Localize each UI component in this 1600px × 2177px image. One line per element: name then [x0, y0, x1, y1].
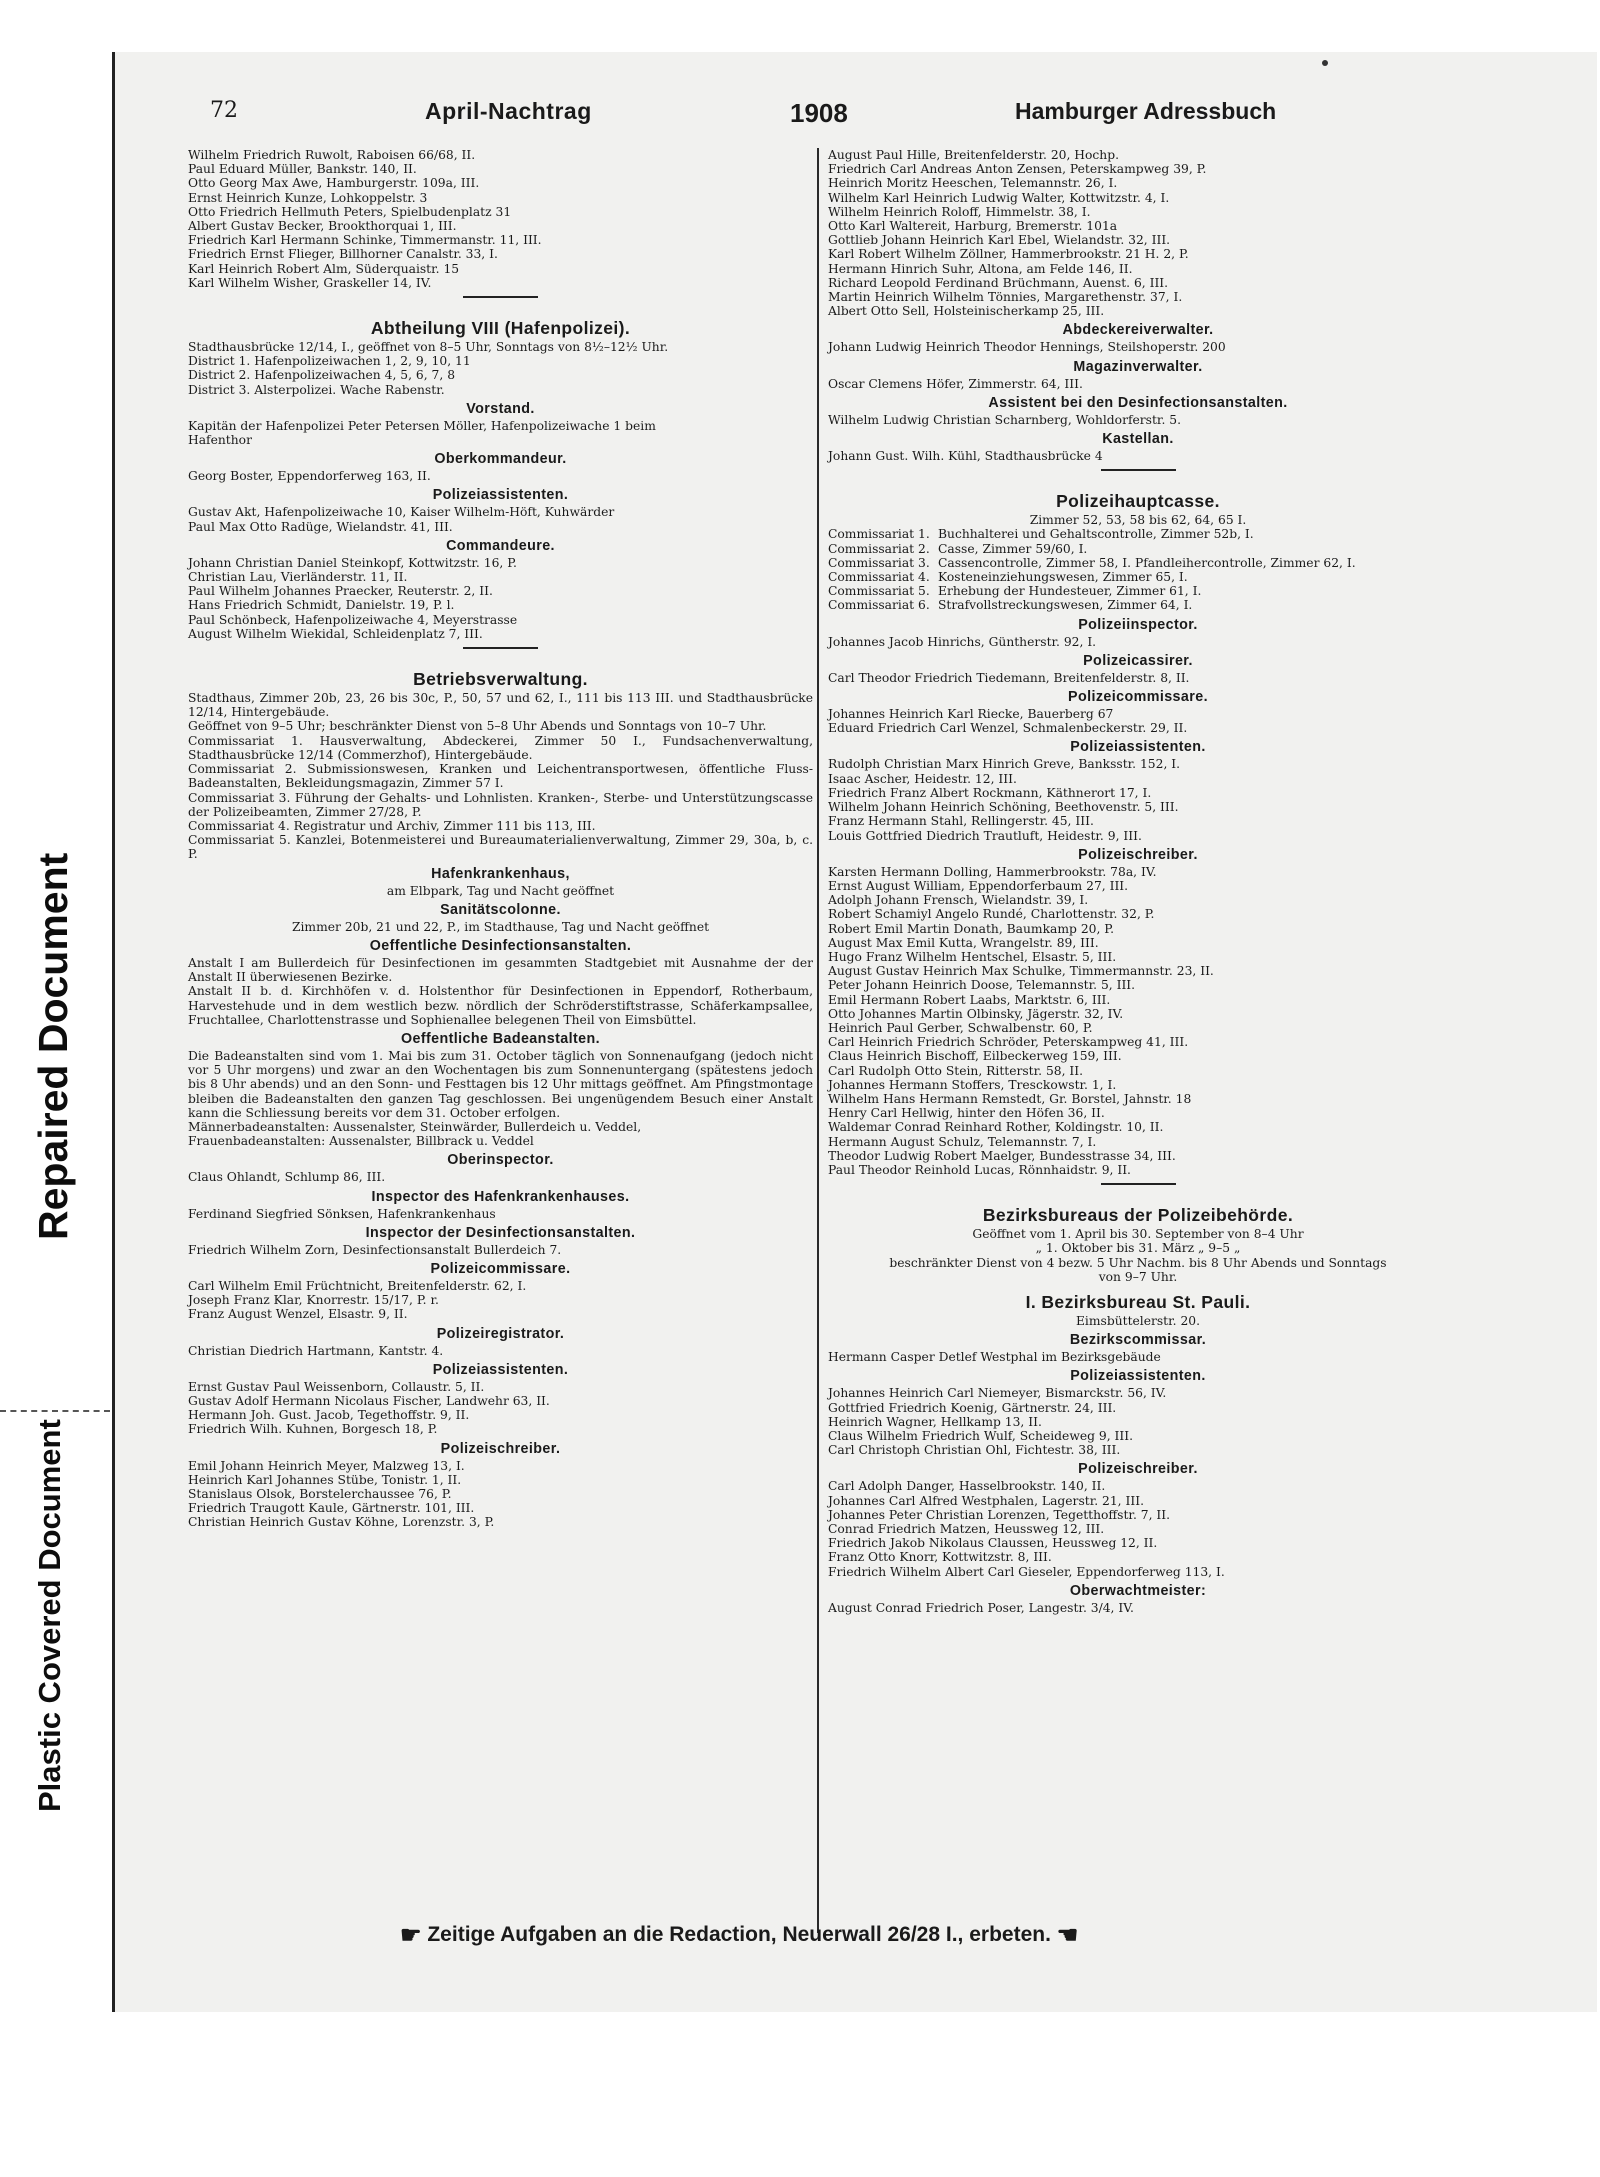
list-item: Otto Karl Waltereit, Harburg, Bremerstr. 101a	[828, 219, 1118, 234]
list-item: Gustav Akt, Hafenpolizeiwache 10, Kaiser Wilhelm-Höft, Kuhwärder	[188, 505, 615, 520]
insp-list	[828, 635, 1448, 649]
list-item: Heinrich Paul Gerber, Schwalbenstr. 60, P.	[828, 1020, 1093, 1035]
list-item: Otto Georg Max Awe, Hamburgerstr. 109a, III.	[188, 176, 480, 191]
list-item: Wilhelm Hans Hermann Remstedt, Gr. Borstel, Jahnstr. 18	[828, 1091, 1192, 1106]
list-item: Albert Otto Sell, Holsteinischerkamp 25, III.	[828, 304, 1105, 319]
list-item: Christian Lau, Vierländerstr. 11, II.	[188, 570, 408, 585]
list-item: Johannes Carl Alfred Westphalen, Lagerstr. 21, III.	[828, 1493, 1144, 1508]
section-rule	[463, 647, 538, 649]
list-item: Johannes Heinrich Carl Niemeyer, Bismarckstr. 56, IV.	[828, 1386, 1167, 1401]
list-item: Karl Robert Wilhelm Zöllner, Hammerbrookstr. 21 H. 2, P.	[828, 247, 1189, 262]
list-item: District 3. Alsterpolizei. Wache Rabenstr.	[188, 382, 445, 397]
row-value: Buchhalterei und Gehaltscontrolle, Zimmer 52b, I.	[938, 527, 1254, 542]
subsection-title: Polizeicassirer.	[1083, 652, 1193, 669]
com-list	[828, 707, 1448, 735]
subsection-title: Oeffentliche Desinfectionsanstalten.	[369, 937, 632, 954]
list-item: Karsten Hermann Dolling, Hammerbrookstr. 78a, IV.	[828, 864, 1157, 879]
section-rule	[463, 296, 538, 298]
subsection-title: Magazinverwalter.	[1073, 358, 1203, 375]
table-row	[828, 570, 1448, 584]
subsection-title: Commandeure.	[446, 537, 555, 554]
list-item: Heinrich Moritz Heeschen, Telemannstr. 26, I.	[828, 176, 1118, 191]
page-content	[180, 88, 1387, 1968]
row-label: Commissariat 4.	[828, 570, 930, 585]
list-item: Friedrich Karl Hermann Schinke, Timmermanstr. 11, III.	[188, 233, 542, 248]
repaired-document-label: Repaired Document	[30, 852, 76, 1240]
list-item: Isaac Ascher, Heidestr. 12, III.	[828, 771, 1017, 786]
list-item: Friedrich Traugott Kaule, Gärtnerstr. 101, III.	[188, 1501, 475, 1516]
list-item: August Gustav Heinrich Max Schulke, Timmermannstr. 23, II.	[828, 964, 1214, 979]
side-margin	[0, 700, 100, 1840]
list-item: Robert Emil Martin Donath, Baumkamp 20, P.	[828, 921, 1114, 936]
list-item: Gottfried Friedrich Koenig, Gärtnerstr. 24, III.	[828, 1400, 1117, 1415]
subsection-title: Assistent bei den Desinfectionsanstalten.	[988, 394, 1288, 411]
table-row	[828, 542, 1448, 556]
pointing-hand-left-icon: ☚	[1056, 1922, 1079, 1949]
list-item: Georg Boster, Eppendorferweg 163, II.	[188, 469, 431, 484]
subsection-title: Oeffentliche Badeanstalten.	[400, 1030, 601, 1047]
list-item: Heinrich Wagner, Hellkamp 13, II.	[828, 1414, 1042, 1429]
list-item: Carl Theodor Friedrich Tiedemann, Breitenfelderstr. 8, II.	[828, 670, 1190, 685]
right-column	[828, 148, 1448, 1615]
list-item: Carl Adolph Danger, Hasselbrookstr. 140, II.	[828, 1479, 1106, 1494]
list-item: Wilhelm Heinrich Roloff, Himmelstr. 38, I.	[828, 204, 1091, 219]
paragraph: am Elbpark, Tag und Nacht geöffnet	[386, 883, 615, 898]
list-item: Commissariat 2. Submissionswesen, Kranken und Leichentransportwesen, öffentliche Fluss-Badeanstalten, Bekleidungsmagazin, Zimmer 57 I.	[188, 762, 813, 791]
list-item: Gottlieb Johann Heinrich Karl Ebel, Wielandstr. 32, III.	[828, 233, 1171, 248]
list-item: Hans Friedrich Schmidt, Danielstr. 19, P. l.	[188, 598, 455, 613]
ba-list	[828, 1386, 1448, 1457]
table-row	[828, 584, 1448, 598]
list-item: Adolph Johann Frensch, Wielandstr. 39, I.	[828, 893, 1089, 908]
table-row	[828, 556, 1448, 570]
subsection-title: Oberwachtmeister:	[1069, 1582, 1207, 1599]
ih-list	[188, 1207, 813, 1221]
list-item: Wilhelm Johann Heinrich Schöning, Beethovenstr. 5, III.	[828, 800, 1179, 815]
subsection-title: Polizeiassistenten.	[1070, 1368, 1206, 1385]
list-item: Franz Otto Knorr, Kottwitzstr. 8, III.	[828, 1550, 1052, 1565]
list-item: Stanislaus Olsok, Borstelerchaussee 76, P.	[188, 1487, 452, 1501]
kass-list	[828, 671, 1448, 685]
list-item: Richard Leopold Ferdinand Brüchmann, Auenst. 6, III.	[828, 275, 1169, 290]
list-item: Johannes Hermann Stoffers, Tresckowstr. 1, I.	[828, 1077, 1117, 1092]
table-row	[828, 598, 1448, 612]
year: 1908	[790, 98, 848, 128]
list-item: Otto Friedrich Hellmuth Peters, Spielbudenplatz 31	[188, 204, 512, 219]
commissariat-table	[828, 527, 1448, 612]
list-item: Carl Rudolph Otto Stein, Ritterstr. 58, II.	[828, 1063, 1084, 1078]
list-item: beschränkter Dienst von 4 bezw. 5 Uhr Nachm. bis 8 Uhr Abends und Sonntags	[889, 1255, 1387, 1270]
list-item: August Max Emil Kutta, Wrangelstr. 89, III.	[828, 935, 1099, 950]
list-item: Rudolph Christian Marx Hinrich Greve, Banksstr. 152, I.	[828, 757, 1181, 772]
paragraph: Stadthaus, Zimmer 20b, 23, 26 bis 30c, P., 50, 57 und 62, I., 111 bis 113 III. und Stadthausbrücke 12/14, Hintergebäude.	[188, 691, 813, 720]
list-item: Hafenthor	[188, 433, 252, 448]
subsection-title: Polizeicommissare.	[1068, 689, 1208, 706]
section-title: Betriebsverwaltung.	[413, 669, 588, 690]
list-item: Friedrich Carl Andreas Anton Zensen, Peterskampweg 39, P.	[828, 162, 1207, 177]
kas-list	[828, 449, 1448, 463]
list-item: Waldemar Conrad Reinhard Rother, Koldingstr. 10, II.	[828, 1120, 1164, 1135]
ps-list	[188, 1459, 813, 1530]
schr-list	[828, 865, 1448, 1177]
list-item: Paul Schönbeck, Hafenpolizeiwache 4, Meyerstrasse	[188, 612, 518, 627]
list-item: August Conrad Friedrich Poser, Langestr. 3/4, IV.	[828, 1600, 1134, 1615]
subsection-title: Hafenkrankenhaus,	[431, 865, 570, 882]
list-item: Wilhelm Friedrich Ruwolt, Raboisen 66/68, II.	[188, 148, 476, 162]
row-label: Commissariat 1.	[828, 527, 930, 542]
list-item: Oscar Clemens Höfer, Zimmerstr. 64, III.	[828, 376, 1083, 391]
list-item: Commissariat 5. Kanzlei, Botenmeisterei und Bureaumaterialienverwaltung, Zimmer 29, 30a, b, c. P.	[188, 833, 813, 862]
list-item: Commissariat 3. Führung der Gehalts- und Lohnlisten. Kranken-, Sterbe- und Unterstützungscasse der Polizeibeamten, Zimmer 27/28, P.	[188, 790, 813, 819]
column-divider	[817, 148, 819, 1933]
row-value: Kosteneinziehungswesen, Zimmer 65, I.	[938, 570, 1188, 585]
list-item: Karl Heinrich Robert Alm, Süderquaistr. 15	[188, 261, 460, 276]
list-item: Claus Heinrich Bischoff, Eilbeckerweg 159, III.	[828, 1049, 1122, 1064]
list-item: District 1. Hafenpolizeiwachen 1, 2, 9, 10, 11	[188, 354, 471, 369]
list-item: Hermann August Schulz, Telemannstr. 7, I.	[828, 1134, 1097, 1149]
row-value: Erhebung der Hundesteuer, Zimmer 61, I.	[938, 584, 1202, 599]
list-item: Ernst Heinrich Kunze, Lohkoppelstr. 3	[188, 190, 428, 205]
subsection-title: Inspector der Desinfectionsanstalten.	[365, 1224, 636, 1241]
list-item: Louis Gottfried Diedrich Trautluft, Heidestr. 9, III.	[828, 828, 1142, 843]
subsection-title: Oberinspector.	[447, 1152, 554, 1169]
list-item: Kapitän der Hafenpolizei Peter Petersen Möller, Hafenpolizeiwache 1 beim	[188, 418, 656, 433]
ass-list	[828, 413, 1448, 427]
bs-list	[828, 1479, 1448, 1578]
list-item: Claus Wilhelm Friedrich Wulf, Scheideweg 9, III.	[828, 1429, 1134, 1443]
pa-list	[188, 1380, 813, 1437]
subsection-title: Polizeicommissare.	[430, 1260, 571, 1277]
list-item: Friedrich Franz Albert Rockmann, Käthnerort 17, I.	[828, 785, 1152, 800]
abd-list	[828, 340, 1448, 354]
plastic-covered-label: Plastic Covered Document	[32, 1419, 67, 1812]
row-value: Casse, Zimmer 59/60, I.	[938, 541, 1088, 556]
paragraph: Geöffnet von 9–5 Uhr; beschränkter Dienst von 5–8 Uhr Abends und Sonntags von 10–7 Uhr.	[188, 719, 767, 734]
vorstand-list	[188, 419, 813, 447]
row-label: Commissariat 2.	[828, 541, 930, 556]
list-item: Commissariat 1. Hausverwaltung, Abdeckerei, Zimmer 50 I., Fundsachenverwaltung, Stadthausbrücke 12/14 (Commerzhof), Hintergebäude.	[188, 733, 813, 762]
list-item: Friedrich Wilhelm Albert Carl Gieseler, Eppendorferweg 113, I.	[828, 1564, 1225, 1579]
intro-list	[188, 148, 813, 290]
list-item: Carl Wilhelm Emil Früchtnicht, Breitenfelderstr. 62, I.	[188, 1278, 527, 1293]
row-label: Commissariat 6.	[828, 598, 930, 613]
asst-list	[828, 757, 1448, 842]
list-item: Franz August Wenzel, Elsastr. 9, II.	[188, 1307, 408, 1322]
list-item: Ernst Gustav Paul Weissenborn, Collaustr. 5, II.	[188, 1379, 485, 1394]
subsection-title: Polizeiassistenten.	[432, 487, 569, 504]
subsection-title: Bezirkscommissar.	[1069, 1332, 1207, 1349]
row-value: Cassencontrolle, Zimmer 58, I. Pfandleihercontrolle, Zimmer 62, I.	[938, 555, 1356, 570]
subsection-title: Polizeischreiber.	[440, 1440, 561, 1457]
list-item: August Wilhelm Wiekidal, Schleidenplatz 7, III.	[188, 626, 483, 641]
list-item: Friedrich Wilhelm Zorn, Desinfectionsanstalt Bullerdeich 7.	[188, 1242, 562, 1257]
comm-list	[188, 556, 813, 641]
list-item: Carl Heinrich Friedrich Schröder, Peterskampweg 41, III.	[828, 1035, 1189, 1050]
subsection-title: Polizeiassistenten.	[1070, 739, 1206, 756]
list-item: Johannes Jacob Hinrichs, Güntherstr. 92, I.	[828, 634, 1097, 649]
list-item: Ernst August William, Eppendorferbaum 27, III.	[828, 878, 1129, 893]
list-item: Hermann Joh. Gust. Jacob, Tegethoffstr. 9, II.	[188, 1408, 470, 1423]
section-title: Polizeihauptcasse.	[1056, 491, 1220, 512]
subsection-title: Vorstand.	[466, 400, 535, 417]
list-item: Emil Hermann Robert Laabs, Marktstr. 6, III.	[828, 992, 1111, 1007]
list-item: Ferdinand Siegfried Sönksen, Hafenkrankenhaus	[188, 1206, 496, 1221]
list-item: „ 1. Oktober bis 31. März „ 9–5 „	[1035, 1241, 1241, 1256]
list-item: Anstalt II b. d. Kirchhöfen v. d. Holstenthor für Desinfectionen in Eppendorf, Rotherbaum, Harvestehude und in dem westlich bezw. nördlich der Schröderstiftstrasse, Schäferkampsallee, Fruchtallee, Charlottenstrasse und Sophienallee belegenen Theil von Eimsbüttel.	[188, 984, 813, 1027]
commissariat-list	[188, 734, 813, 862]
oi-list	[188, 1170, 813, 1184]
list-item: Johann Ludwig Heinrich Theodor Hennings, Steilshoperstr. 200	[828, 340, 1226, 355]
list-item: Hermann Hinrich Suhr, Altona, am Felde 146, II.	[828, 261, 1133, 276]
list-item: Claus Ohlandt, Schlump 86, III.	[188, 1170, 386, 1185]
paragraph: Zimmer 52, 53, 58 bis 62, 64, 65 I.	[1029, 513, 1247, 528]
list-item: Christian Heinrich Gustav Köhne, Lorenzstr. 3, P.	[188, 1515, 495, 1530]
subsection-title: Inspector des Hafenkrankenhauses.	[371, 1188, 630, 1205]
book-title: Hamburger Adressbuch	[1015, 98, 1277, 124]
row-value: Strafvollstreckungswesen, Zimmer 64, I.	[938, 598, 1193, 613]
footer-text: Zeitige Aufgaben an die Redaction, Neuerwall 26/28 I., erbeten.	[427, 1923, 1051, 1947]
list-item: August Paul Hille, Breitenfelderstr. 20, Hochp.	[828, 148, 1120, 162]
list-item: Eduard Friedrich Carl Wenzel, Schmalenbeckerstr. 29, II.	[828, 721, 1188, 736]
list-item: District 2. Hafenpolizeiwachen 4, 5, 6, 7, 8	[188, 368, 456, 383]
pointing-hand-right-icon: ☛	[400, 1922, 422, 1949]
subsection-title: Oberkommandeur.	[434, 451, 567, 468]
list-item: Hermann Casper Detlef Westphal im Bezirksgebäude	[828, 1350, 1161, 1365]
list-item: Henry Carl Hellwig, hinter den Höfen 36, II.	[828, 1106, 1105, 1121]
assist-list	[188, 505, 813, 533]
list-item: Johann Gust. Wilh. Kühl, Stadthausbrücke 4	[828, 449, 1103, 464]
section-title: Abtheilung VIII (Hafenpolizei).	[370, 318, 631, 339]
list-item: Paul Theodor Reinhold Lucas, Rönnhaidstr. 9, II.	[828, 1162, 1131, 1177]
supplement-title: April-Nachtrag	[425, 98, 592, 124]
ow-list	[828, 1601, 1448, 1615]
bad-list	[188, 1120, 813, 1148]
ober-list	[188, 469, 813, 483]
paragraph: Zimmer 20b, 21 und 22, P., im Stadthause, Tag und Nacht geöffnet	[291, 919, 710, 934]
pc-list	[188, 1279, 813, 1322]
list-item: Wilhelm Karl Heinrich Ludwig Walter, Kottwitzstr. 4, I.	[828, 190, 1170, 205]
list-item: Theodor Ludwig Robert Maelger, Bundesstrasse 34, III.	[828, 1148, 1176, 1163]
section-rule	[1101, 469, 1176, 471]
list-item: Stadthausbrücke 12/14, I., geöffnet von 8–5 Uhr, Sonntags von 8½–12½ Uhr.	[188, 340, 669, 355]
list-item: Anstalt I am Bullerdeich für Desinfectionen im gesammten Stadtgebiet mit Ausnahme der der Anstalt II überwiesenen Bezirke.	[188, 955, 813, 985]
pr-list	[188, 1344, 813, 1358]
id-list	[188, 1243, 813, 1257]
list-item: Emil Johann Heinrich Meyer, Malzweg 13, I.	[188, 1458, 465, 1473]
subsection-title: Polizeiregistrator.	[436, 1325, 565, 1342]
ink-spot	[1322, 60, 1328, 66]
list-item: Peter Johann Heinrich Doose, Telemannstr. 5, III.	[828, 978, 1136, 993]
section-title: Bezirksbureaus der Polizeibehörde.	[982, 1205, 1294, 1226]
subsection-title: Polizeiinspector.	[1078, 616, 1198, 633]
hafen-lines	[188, 340, 813, 397]
list-item: Robert Schamiyl Angelo Rundé, Charlottenstr. 32, P.	[828, 907, 1155, 922]
list-item: Gustav Adolf Hermann Nicolaus Fischer, Landwehr 63, II.	[188, 1393, 550, 1408]
table-row	[828, 527, 1448, 541]
list-item: von 9–7 Uhr.	[1098, 1269, 1178, 1284]
footer-notice	[400, 1921, 1220, 1951]
mag-list	[828, 377, 1448, 391]
list-item: Otto Johannes Martin Olbinsky, Jägerstr. 32, IV.	[828, 1006, 1124, 1021]
list-item: Johannes Heinrich Karl Riecke, Bauerberg 67	[828, 707, 1114, 722]
subsection-title: Polizeischreiber.	[1078, 846, 1198, 863]
section-rule	[1101, 1183, 1176, 1185]
list-item: Franz Hermann Stahl, Rellingerstr. 45, III.	[828, 814, 1094, 829]
row-label: Commissariat 5.	[828, 584, 930, 599]
list-item: Albert Gustav Becker, Brookthorquai 1, III.	[188, 219, 457, 234]
list-item: Johann Christian Daniel Steinkopf, Kottwitzstr. 16, P.	[188, 555, 517, 570]
list-item: Geöffnet vom 1. April bis 30. September von 8–4 Uhr	[972, 1227, 1304, 1242]
section-title: I. Bezirksbureau St. Pauli.	[1025, 1291, 1251, 1312]
list-item: Joseph Franz Klar, Knorrestr. 15/17, P. r.	[188, 1293, 439, 1308]
left-column	[188, 148, 813, 1530]
subsection-title: Kastellan.	[1102, 431, 1174, 448]
list-item: Martin Heinrich Wilhelm Tönnies, Margarethenstr. 37, I.	[828, 290, 1183, 305]
list-item: Johannes Peter Christian Lorenzen, Tegetthoffstr. 7, II.	[828, 1507, 1171, 1522]
row-label: Commissariat 3.	[828, 555, 930, 570]
bc-list	[828, 1350, 1448, 1364]
list-item: Hugo Franz Wilhelm Hentschel, Elsastr. 5, III.	[828, 949, 1117, 964]
bez-lines	[828, 1227, 1448, 1284]
paragraph: Die Badeanstalten sind vom 1. Mai bis zum 31. October täglich von Sonnenaufgang (jedoch nicht vor 5 Uhr morgens) und zwar an den Wochentagen bis zum Sonnenuntergang (spätestens jedoch bis 8 Uhr abends) und an den Sonn- und Festtagen bis 12 Uhr mittags geöffnet. Am Pfingstmontage bleiben die Badeanstalten den ganzen Tag geschlossen. Bei ungenügendem Besuch einer Anstalt kann die Schliessung bereits vor dem 31. October erfolgen.	[188, 1048, 813, 1120]
list-item: Friedrich Wilh. Kuhnen, Borgesch 18, P.	[188, 1422, 438, 1437]
list-item: Paul Wilhelm Johannes Praecker, Reuterstr. 2, II.	[188, 584, 493, 599]
list-item: Friedrich Ernst Flieger, Billhorner Canalstr. 33, I.	[188, 247, 498, 262]
list-item: Paul Eduard Müller, Bankstr. 140, II.	[188, 162, 417, 177]
list-item: Heinrich Karl Johannes Stübe, Tonistr. 1, II.	[188, 1472, 462, 1487]
list-item: Karl Wilhelm Wisher, Graskeller 14, IV.	[188, 275, 432, 290]
subsection-title: Abdeckereiverwalter.	[1062, 322, 1214, 339]
dashed-separator	[0, 1410, 110, 1412]
des-list	[188, 956, 813, 1027]
subsection-title: Polizeiassistenten.	[432, 1361, 569, 1378]
page-header	[180, 98, 1280, 134]
list-item: Wilhelm Ludwig Christian Scharnberg, Wohldorferstr. 5.	[828, 412, 1181, 427]
list-item: Commissariat 4. Registratur und Archiv, Zimmer 111 bis 113, III.	[188, 818, 596, 833]
paragraph: Eimsbüttelerstr. 20.	[1075, 1313, 1201, 1328]
list-item: Männerbadeanstalten: Aussenalster, Steinwärder, Bullerdeich u. Veddel,	[188, 1119, 642, 1134]
list-item: Frauenbadeanstalten: Aussenalster, Billbrack u. Veddel	[188, 1134, 534, 1149]
page-edge	[112, 52, 115, 2012]
list-item: Paul Max Otto Radüge, Wielandstr. 41, III.	[188, 519, 453, 534]
list-item: Carl Christoph Christian Ohl, Fichtestr. 38, III.	[828, 1443, 1121, 1458]
list-item: Conrad Friedrich Matzen, Heussweg 12, III.	[828, 1522, 1105, 1537]
list-item: Friedrich Jakob Nikolaus Claussen, Heussweg 12, II.	[828, 1536, 1158, 1551]
subsection-title: Polizeischreiber.	[1078, 1461, 1198, 1478]
list-item: Christian Diedrich Hartmann, Kantstr. 4.	[188, 1343, 444, 1358]
page-number: 72	[210, 98, 238, 123]
intro-list	[828, 148, 1448, 318]
subsection-title: Sanitätscolonne.	[440, 901, 561, 918]
